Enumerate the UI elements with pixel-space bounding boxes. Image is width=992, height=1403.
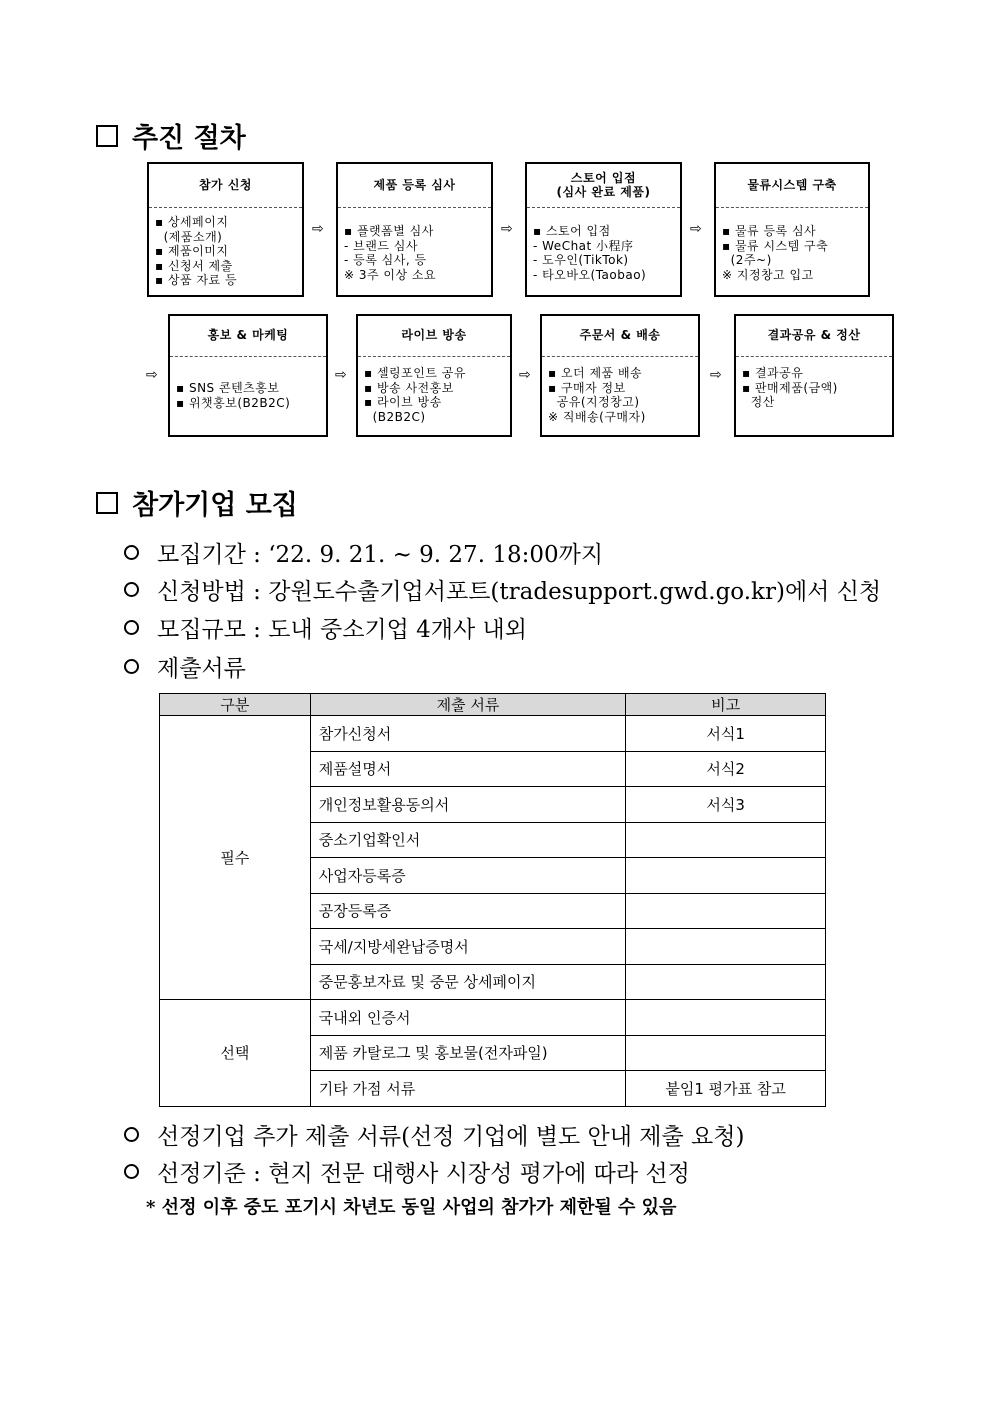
circle-bullet-icon bbox=[124, 659, 139, 674]
section-title-text: 추진 절차 bbox=[132, 123, 246, 154]
step-title: 제품 등록 심사 bbox=[338, 164, 491, 208]
bullet-method bbox=[124, 573, 881, 606]
table-header-cell: 구분 bbox=[160, 694, 311, 716]
bullet-text: 선정기업 추가 제출 서류(선정 기업에 별도 안내 제출 요청) bbox=[157, 1124, 745, 1150]
bullet-text: 제출서류 bbox=[157, 656, 246, 682]
remark-cell bbox=[626, 858, 826, 894]
document-cell: 중문홍보자료 및 중문 상세페이지 bbox=[310, 964, 626, 1000]
step-body: ▪ 상세페이지 (제품소개) ▪ 제품이미지 ▪ 신청서 제출 ▪ 상품 자료 등 bbox=[155, 215, 238, 287]
step-box-5 bbox=[168, 314, 328, 437]
document-cell: 공장등록증 bbox=[310, 893, 626, 929]
step-title: 참가 신청 bbox=[149, 164, 302, 208]
category-cell-required: 필수 bbox=[160, 716, 311, 1000]
step-body: ▪ 결과공유 ▪ 판매제품(금액) 정산 bbox=[742, 366, 838, 409]
document-cell: 중소기업확인서 bbox=[310, 822, 626, 858]
document-cell: 제품 카탈로그 및 홍보물(전자파일) bbox=[310, 1035, 626, 1071]
table-header-cell: 제출 서류 bbox=[310, 694, 626, 716]
step-box-1 bbox=[147, 162, 304, 297]
step-title: 주문서 & 배송 bbox=[542, 316, 698, 357]
bullet-text: 신청방법 : 강원도수출기업서포트(tradesupport.gwd.go.kr)에서 신청 bbox=[157, 579, 882, 605]
circle-bullet-icon bbox=[124, 1164, 139, 1179]
step-title: 결과공유 & 정산 bbox=[736, 316, 892, 357]
document-cell: 참가신청서 bbox=[310, 716, 626, 752]
table-row bbox=[160, 716, 826, 752]
circle-bullet-icon bbox=[124, 1127, 139, 1142]
step-body: ▪ 플랫폼별 심사 - 브랜드 심사 - 등록 심사, 등 ※ 3주 이상 소요 bbox=[344, 224, 437, 282]
bullet-documents bbox=[124, 650, 246, 683]
category-cell-optional: 선택 bbox=[160, 1000, 311, 1107]
right-arrow-icon: ⇨ bbox=[519, 367, 531, 383]
remark-cell bbox=[626, 822, 826, 858]
right-arrow-icon: ⇨ bbox=[146, 367, 158, 383]
right-arrow-icon: ⇨ bbox=[335, 367, 347, 383]
circle-bullet-icon bbox=[124, 582, 139, 597]
section-title-text: 참가기업 모집 bbox=[132, 490, 298, 521]
step-title: 물류시스템 구축 bbox=[716, 164, 868, 208]
remark-cell bbox=[626, 893, 826, 929]
remark-cell: 서식2 bbox=[626, 751, 826, 787]
remark-cell: 붙임1 평가표 참고 bbox=[626, 1071, 826, 1107]
table-header-cell: 비고 bbox=[626, 694, 826, 716]
step-body: ▪ 오더 제품 배송 ▪ 구매자 정보 공유(지정창고) ※ 직배송(구매자) bbox=[548, 366, 646, 424]
table-header-row bbox=[160, 694, 826, 716]
right-arrow-icon: ⇨ bbox=[690, 221, 702, 237]
bullet-text: 모집기간 : ‘22. 9. 21. ~ 9. 27. 18:00까지 bbox=[157, 542, 604, 568]
bullet-period bbox=[124, 536, 603, 569]
documents-table bbox=[159, 693, 826, 1107]
step-body: ▪ 셀링포인트 공유 ▪ 방송 사전홍보 ▪ 라이브 방송 (B2B2C) bbox=[364, 366, 466, 424]
right-arrow-icon: ⇨ bbox=[710, 367, 722, 383]
step-box-2 bbox=[336, 162, 493, 297]
bullet-criteria bbox=[124, 1155, 690, 1188]
step-box-8 bbox=[734, 314, 894, 437]
section-title-procedure bbox=[96, 116, 246, 155]
step-body: ▪ SNS 콘텐츠홍보 ▪ 위챗홍보(B2B2C) bbox=[176, 381, 291, 410]
step-box-6 bbox=[356, 314, 512, 437]
right-arrow-icon: ⇨ bbox=[312, 221, 324, 237]
circle-bullet-icon bbox=[124, 620, 139, 635]
right-arrow-icon: ⇨ bbox=[501, 221, 513, 237]
bullet-text: 선정기준 : 현지 전문 대행사 시장성 평가에 따라 선정 bbox=[157, 1161, 690, 1187]
circle-bullet-icon bbox=[124, 545, 139, 560]
document-cell: 국내외 인증서 bbox=[310, 1000, 626, 1036]
document-cell: 제품설명서 bbox=[310, 751, 626, 787]
table-row bbox=[160, 1000, 826, 1036]
remark-cell bbox=[626, 929, 826, 965]
bullet-text: 모집규모 : 도내 중소기업 4개사 내외 bbox=[157, 617, 527, 643]
checkbox-square-icon bbox=[96, 492, 118, 514]
remark-cell bbox=[626, 1035, 826, 1071]
step-box-7 bbox=[540, 314, 700, 437]
restriction-note: * 선정 이후 중도 포기시 차년도 동일 사업의 참가가 제한될 수 있음 bbox=[146, 1197, 677, 1218]
remark-cell: 서식3 bbox=[626, 787, 826, 823]
step-title: 홍보 & 마케팅 bbox=[170, 316, 326, 357]
step-body: ▪ 스토어 입점 - WeChat 小程序 - 도우인(TikTok) - 타오바오(Taobao) bbox=[533, 224, 647, 282]
section-title-recruitment bbox=[96, 483, 298, 522]
remark-cell bbox=[626, 1000, 826, 1036]
document-cell: 사업자등록증 bbox=[310, 858, 626, 894]
document-cell: 개인정보활용동의서 bbox=[310, 787, 626, 823]
step-title: 스토어 입점 (심사 완료 제품) bbox=[527, 164, 680, 208]
checkbox-square-icon bbox=[96, 125, 118, 147]
remark-cell bbox=[626, 964, 826, 1000]
step-box-3 bbox=[525, 162, 682, 297]
document-cell: 국세/지방세완납증명서 bbox=[310, 929, 626, 965]
remark-cell: 서식1 bbox=[626, 716, 826, 752]
step-body: ▪ 물류 등록 심사 ▪ 물류 시스템 구축 (2주~) ※ 지정창고 입고 bbox=[722, 224, 829, 282]
step-title: 라이브 방송 bbox=[358, 316, 510, 357]
document-cell: 기타 가점 서류 bbox=[310, 1071, 626, 1107]
bullet-scale bbox=[124, 611, 527, 644]
step-box-4 bbox=[714, 162, 870, 297]
bullet-additional-docs bbox=[124, 1118, 744, 1151]
